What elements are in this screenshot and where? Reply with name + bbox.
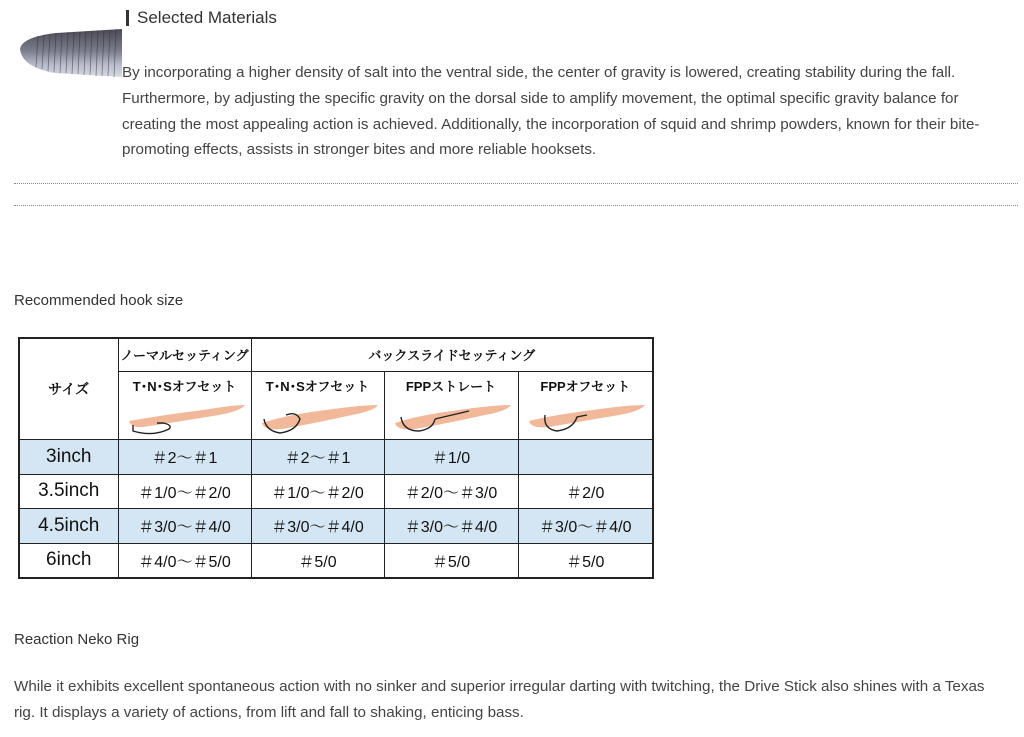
hook-cell: ＃2/0～＃3/0 [384,474,518,508]
column-label: T･N･Sオフセット [132,378,237,394]
neko-rig-text: While it exhibits excellent spontaneous action with no sinker and superior irregular darting with twitching, the Drive Stick also shines with a Texas rig. It displays a variety of actions, from lift and fall to shaking, enticing bass. [14,678,985,721]
hook-cell: ＃3/0～＃4/0 [518,508,653,543]
divider [14,205,1018,206]
hook-cell: ＃3/0～＃4/0 [384,508,518,543]
size-cell: 3.5inch [19,474,118,508]
hook-cell: ＃5/0 [518,543,653,578]
hook-cell: ＃1/0～＃2/0 [251,474,384,508]
table-row [19,543,653,578]
hook-cell: ＃4/0～＃5/0 [118,543,251,578]
heading-bar [126,10,129,26]
selected-materials-title: Selected Materials [137,8,277,27]
hook-size-heading: Recommended hook size [14,292,184,309]
size-cell: 4.5inch [19,508,118,543]
column-label: T･N･Sオフセット [265,378,370,394]
hook-cell: ＃2～＃1 [118,439,251,474]
column-header [384,371,518,439]
column-label: FPPオフセット [540,378,631,394]
tns-offset-hook-icon [123,401,247,435]
column-header [251,371,384,439]
column-header [118,371,251,439]
size-cell: 3inch [19,439,118,474]
hook-cell: ＃3/0～＃4/0 [251,508,384,543]
table-row [19,439,653,474]
hook-cell: ＃5/0 [251,543,384,578]
normal-setting-header: ノーマルセッティング [118,338,251,371]
hook-cell: ＃1/0～＃2/0 [118,474,251,508]
table-row [19,508,653,543]
column-label: FPPストレート [405,378,497,394]
column-header [518,371,653,439]
hook-cell: ＃2/0 [518,474,653,508]
fpp-straight-hook-icon [389,401,513,435]
hook-cell [518,439,653,474]
neko-rig-heading: Reaction Neko Rig [14,631,140,648]
fpp-offset-hook-icon [523,401,647,435]
hook-cell: ＃5/0 [384,543,518,578]
size-cell: 6inch [19,543,118,578]
hook-size-table [18,337,654,579]
hook-cell: ＃2～＃1 [251,439,384,474]
lure-image [16,27,122,80]
size-header: サイズ [19,338,118,439]
tns-offset-hook-icon [256,401,380,435]
divider [14,183,1018,184]
hook-cell: ＃3/0～＃4/0 [118,508,251,543]
table-row [19,474,653,508]
selected-materials-text: By incorporating a higher density of salt into the ventral side, the center of gravity is lowered, creating stability during the fall. Furthermore, by adjusting the specific gravity on the dorsal side to amplify movement, the optimal specific gravity balance for creating the most appealing action is achieved. Additionally, the incorporation of squid and shrimp powders, known for their bite-promoting effects, assists in stronger bites and more reliable hooksets. [122,64,980,159]
backslide-setting-header: バックスライドセッティング [251,338,653,371]
hook-cell: ＃1/0 [384,439,518,474]
selected-materials-heading [126,8,277,28]
